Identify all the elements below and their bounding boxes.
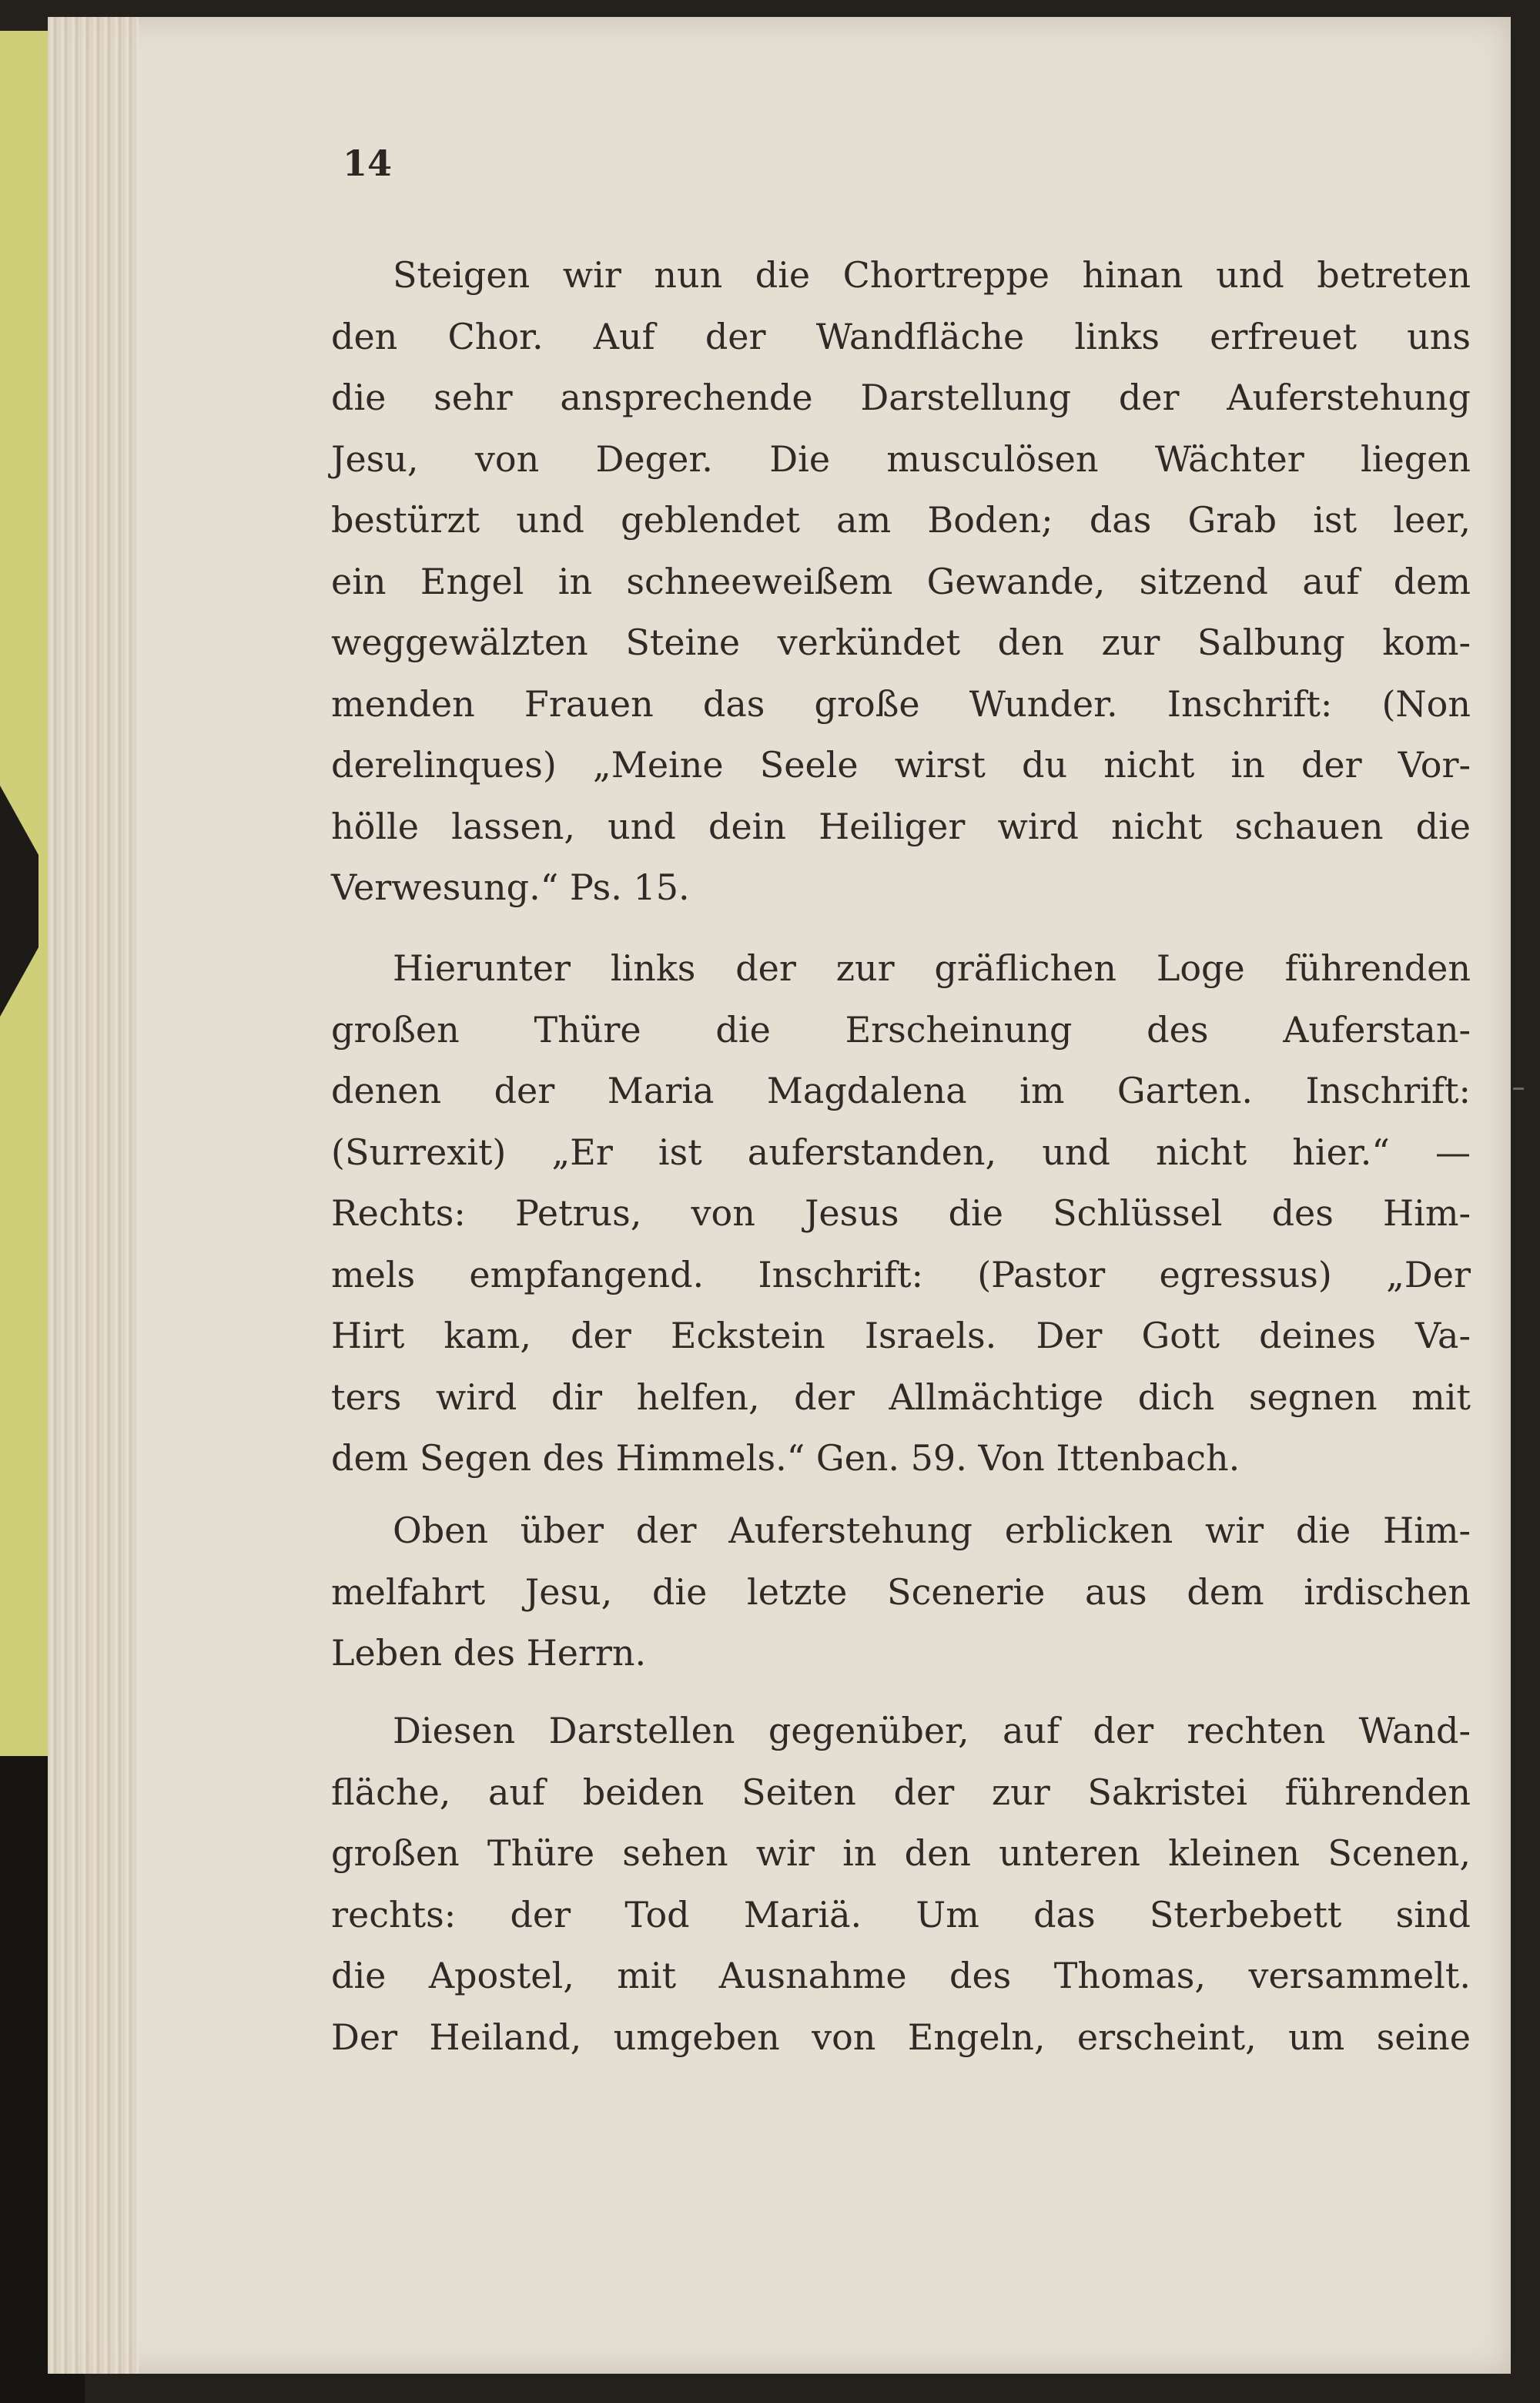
page-number: 14 [343,142,393,184]
paragraph-4 [331,1701,1471,2068]
paragraph-2 [331,938,1471,1490]
text-line: Rechts: Petrus, von Jesus die Schlüssel des Him- [331,1192,1471,1234]
text-line: rechts: der Tod Mariä. Um das Sterbebett sind [331,1893,1471,1935]
text-line: Diesen Darstellen gegenüber, auf der rechten Wand- [393,1710,1471,1751]
margin-mark [1513,1088,1524,1090]
text-line: bestürzt und geblendet am Boden; das Grab ist leer, [331,499,1471,541]
page-edge [48,17,139,2374]
text-line: Oben über der Auferstehung erblicken wir die Him- [393,1510,1471,1551]
text-line: Jesu, von Deger. Die musculösen Wächter liegen [331,437,1471,480]
text-line: (Surrexit) „Er ist auferstanden, und nicht hier.“ — [331,1131,1471,1173]
text-line: den Chor. Auf der Wandfläche links erfreuet uns [331,315,1471,357]
text-line: großen Thüre die Erscheinung des Auferstan- [331,1008,1471,1051]
text-line: Hirt kam, der Eckstein Israels. Der Gott deines Va- [331,1315,1471,1356]
text-line: die Apostel, mit Ausnahme des Thomas, versammelt. [331,1955,1471,1996]
text-line: melfahrt Jesu, die letzte Scenerie aus dem irdischen [331,1570,1471,1613]
text-line: ein Engel in schneeweißem Gewande, sitzend auf dem [331,560,1471,602]
text-line: ters wird dir helfen, der Allmächtige dich segnen mit [331,1376,1471,1418]
text-line: Leben des Herrn. [331,1632,647,1674]
text-line: Hierunter links der zur gräflichen Loge führenden [393,947,1471,989]
text-line: Der Heiland, umgeben von Engeln, erscheint, um seine [331,2016,1471,2058]
text-line: Steigen wir nun die Chortreppe hinan und betreten [393,254,1471,296]
paragraph-3 [331,1500,1471,1684]
paragraph-1 [331,245,1471,919]
text-line: derelinques) „Meine Seele wirst du nicht in der Vor- [331,744,1471,786]
text-line: mels empfangend. Inschrift: (Pastor egressus) „Der [331,1253,1471,1295]
text-line: dem Segen des Himmels.“ Gen. 59. Von Ittenbach. [331,1437,1240,1479]
text-line: fläche, auf beiden Seiten der zur Sakristei führenden [331,1771,1471,1813]
text-line: großen Thüre sehen wir in den unteren kleinen Scenen, [331,1832,1471,1874]
text-line: weggewälzten Steine verkündet den zur Salbung kom- [331,622,1471,663]
text-line: Verwesung.“ Ps. 15. [331,866,690,908]
text-line: menden Frauen das große Wunder. Inschrift: (Non [331,682,1471,725]
text-line: denen der Maria Magdalena im Garten. Inschrift: [331,1070,1471,1111]
text-line: hölle lassen, und dein Heiliger wird nicht schauen die [331,805,1471,847]
text-line: die sehr ansprechende Darstellung der Auferstehung [331,377,1471,418]
